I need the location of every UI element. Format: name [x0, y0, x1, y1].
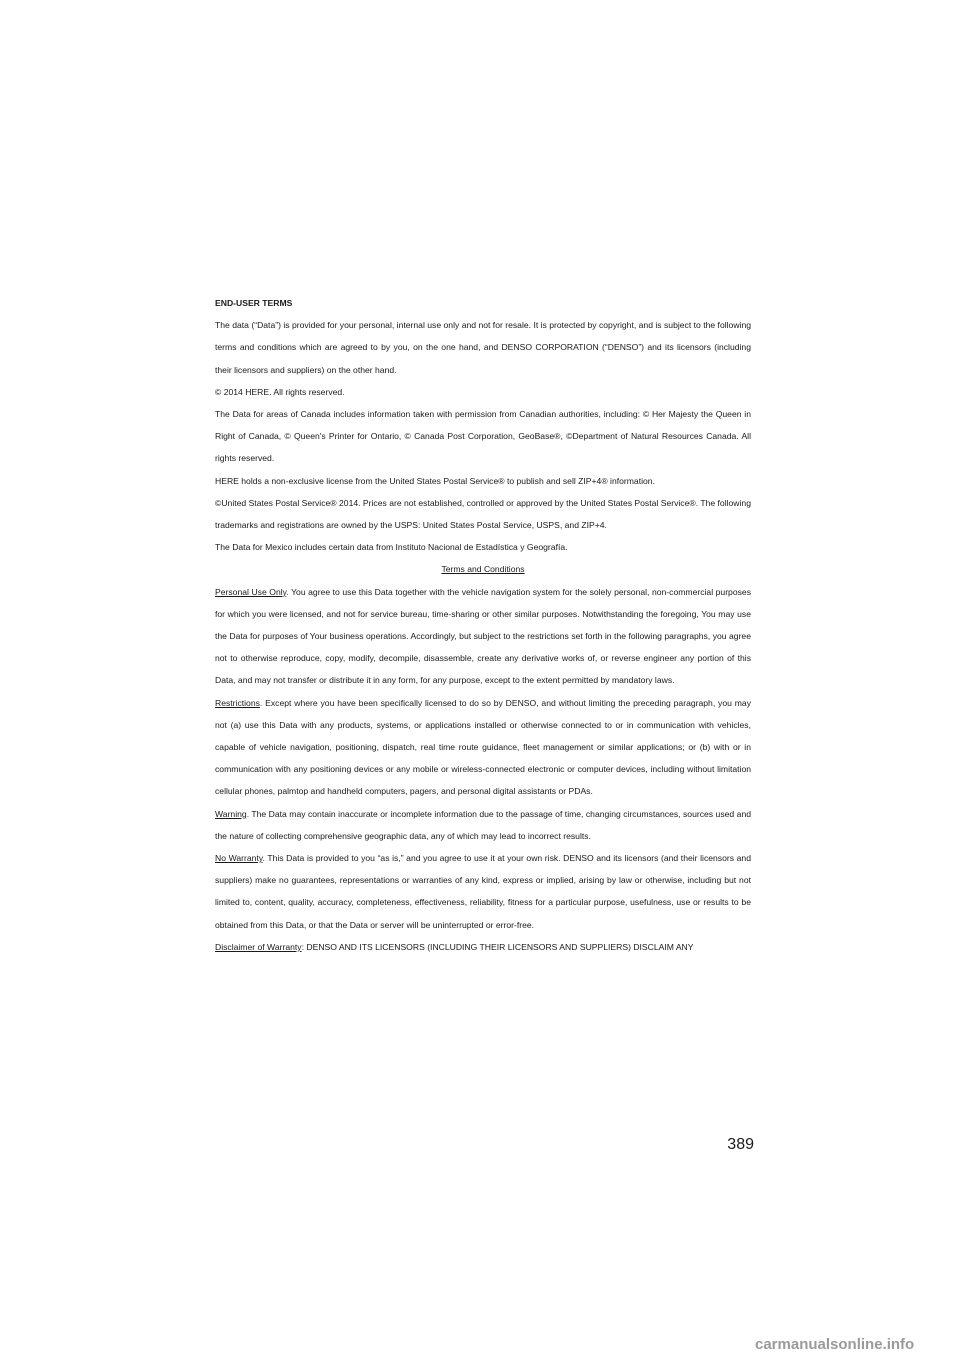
- term-separator: .: [246, 808, 252, 819]
- term-restrictions: [215, 692, 751, 803]
- term-separator: .: [286, 586, 292, 597]
- term-text: This Data is provided to you “as is,” and you agree to use it at your own risk. DENSO and its licensors (and their licensors and suppliers) make no guarantees, representations or warranties of any kind, express or implied, arising by law or otherwise, including but not limited to, content, quality, accuracy, completeness, effectiveness, reliability, fitness for a particular purpose, usefulness, use or results to be obtained from this Data, or that the Data or server will be uninterrupted or error-free.: [215, 853, 751, 930]
- intro-paragraph-mexico: The Data for Mexico includes certain data from Instituto Nacional de Estadística y Geografía.: [215, 542, 568, 553]
- intro-paragraph-copyright: © 2014 HERE. All rights reserved.: [215, 386, 345, 397]
- intro-paragraph-usps: ©United States Postal Service® 2014. Prices are not established, controlled or approved by the United States Postal Service®. The following trademarks and registrations are owned by the USPS: United States Postal Service, USPS, and ZIP+4.: [215, 497, 751, 531]
- term-heading: Warning: [215, 808, 247, 819]
- term-heading: No Warranty: [215, 853, 263, 864]
- term-disclaimer: [215, 936, 751, 958]
- term-separator: .: [262, 853, 268, 864]
- page-number: 389: [727, 1136, 754, 1153]
- term-text: You agree to use this Data together with the vehicle navigation system for the solely personal, non-commercial purposes for which you were licensed, and not for service bureau, time-sharing or other similar purposes. Notwithstanding the foregoing, You may use the Data for purposes of Your business operations. Accordingly, but subject to the restrictions set forth in the following paragraphs, you agree not to otherwise reproduce, copy, modify, decompile, disassemble, create any derivative works of, or reverse engineer any portion of this Data, and may not transfer or distribute it in any form, for any purpose, except to the extent permitted by mandatory laws.: [215, 586, 751, 686]
- section-title-text: Terms and Conditions: [441, 564, 525, 575]
- term-no-warranty: [215, 847, 751, 936]
- term-text: Except where you have been specifically licensed to do so by DENSO, and without limiting the preceding paragraph, you may not (a) use this Data with any products, systems, or applications installed or otherwise connected to or in communication with vehicles, capable of vehicle navigation, positioning, dispatch, real time route guidance, fleet management or similar applications; or (b) with or in communication with any positioning devices or any mobile or wireless-connected electronic or computer devices, including without limitation cellular phones, palmtop and handheld computers, pagers, and personal digital assistants or PDAs.: [215, 697, 751, 797]
- document-title: END-USER TERMS: [215, 298, 293, 308]
- term-heading: Restrictions: [215, 697, 260, 708]
- term-separator: :: [301, 941, 307, 952]
- term-separator: .: [259, 697, 266, 708]
- term-warning: [215, 803, 751, 847]
- intro-paragraph-usps-license: HERE holds a non-exclusive license from the United States Postal Service® to publish and sell ZIP+4® information.: [215, 475, 655, 486]
- term-text: DENSO AND ITS LICENSORS (INCLUDING THEIR LICENSORS AND SUPPLIERS) DISCLAIM ANY: [306, 941, 694, 952]
- term-heading: Personal Use Only: [215, 586, 287, 597]
- term-heading: Disclaimer of Warranty: [215, 941, 302, 952]
- intro-paragraph-data: The data (“Data”) is provided for your personal, internal use only and not for resale. It is protected by copyright, and is subject to the following terms and conditions which are agreed to by you, on the one hand, and DENSO CORPORATION (“DENSO”) and its licensors (including their licensors and suppliers) on the other hand.: [215, 320, 751, 375]
- term-personal-use: [215, 581, 751, 692]
- document-body: [215, 292, 751, 958]
- watermark: carmanualsonline.info: [755, 1336, 915, 1353]
- term-text: The Data may contain inaccurate or incomplete information due to the passage of time, changing circumstances, sources used and the nature of collecting comprehensive geographic data, any of which may lead to incorrect results.: [215, 808, 751, 841]
- section-title: [215, 558, 751, 580]
- intro-paragraph-canada: The Data for areas of Canada includes information taken with permission from Canadian authorities, including: © Her Majesty the Queen in Right of Canada, © Queen's Printer for Ontario, © Canada Post Corporation, GeoBase®, ©Department of Natural Resources Canada. All rights reserved.: [215, 409, 751, 464]
